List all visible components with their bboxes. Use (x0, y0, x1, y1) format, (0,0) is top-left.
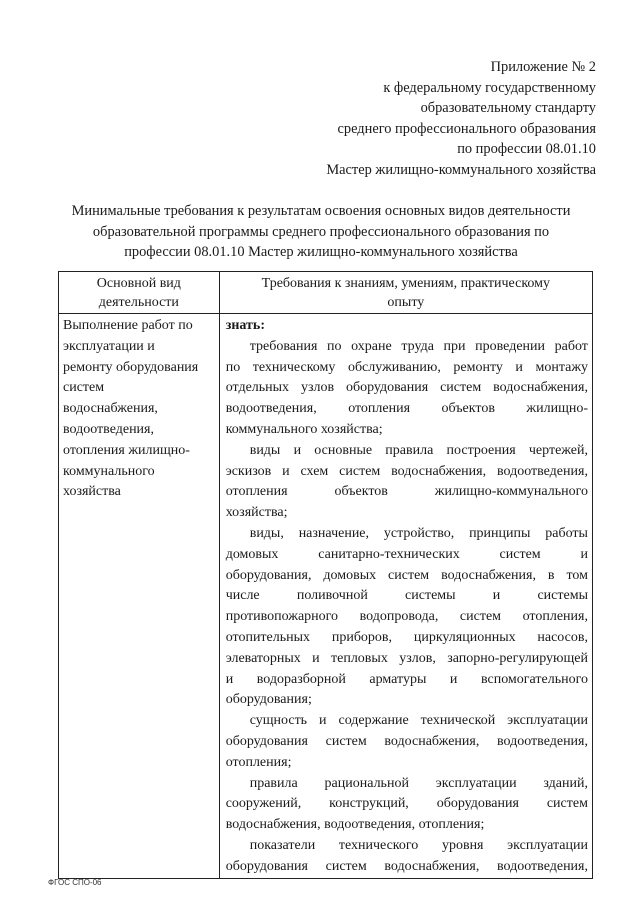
requirement-paragraph (226, 711, 588, 773)
header-line: деятельности (98, 295, 179, 310)
word: оборудования (345, 380, 429, 396)
word: водоснабжения, (493, 380, 588, 396)
word: систем (499, 546, 541, 562)
activity-cell (59, 314, 220, 879)
word: устройство, (383, 525, 455, 541)
activity-line: водоотведения, (63, 421, 154, 437)
word: схем (300, 463, 329, 479)
word: систем (339, 463, 381, 479)
footer-code: ФГОС СПО-06 (48, 878, 102, 887)
word: санитарно-технических (318, 546, 460, 562)
word: объектов (334, 484, 388, 500)
word: противопожарного (225, 609, 339, 625)
activity-line: водоснабжения, (63, 401, 158, 417)
word: правила (385, 442, 434, 458)
word: жилищно- (526, 401, 588, 417)
activity-line: ремонту оборудования (63, 359, 199, 375)
word: системы (537, 588, 588, 604)
requirements-table (58, 271, 593, 879)
word: и (282, 463, 290, 479)
word: и (449, 671, 458, 687)
word: и (492, 588, 501, 604)
word: систем (440, 380, 482, 396)
word: систем (546, 796, 588, 812)
word: системы (405, 588, 456, 604)
word: и (293, 442, 302, 458)
word: конструкций, (329, 796, 409, 812)
word: отопления (225, 484, 288, 500)
word: и (225, 671, 234, 687)
word: циркуляционных (413, 629, 516, 645)
title-line: образовательной программы среднего профессионального образования по (92, 223, 550, 240)
word: объектов (441, 401, 495, 417)
requirement-line (226, 711, 588, 732)
requirement-line (226, 794, 588, 815)
word: по (225, 359, 241, 375)
word: отопления (348, 401, 411, 417)
word: уровня (441, 837, 484, 853)
activity-line: отопления жилищно- (63, 442, 190, 458)
word: водоотведения, (497, 858, 588, 874)
word: техническому (252, 359, 336, 375)
requirement-line: хозяйства; (225, 505, 288, 521)
word: ремонту (453, 359, 503, 375)
activity-line: хозяйства (63, 484, 121, 500)
header-activity (59, 272, 220, 314)
header-line: опыту (387, 295, 425, 310)
word: показатели (249, 837, 316, 853)
requirement-line: отопления; (225, 754, 292, 770)
word: эскизов (225, 463, 272, 479)
word: правила (249, 775, 298, 791)
requirement-line (226, 774, 588, 795)
requirement-line (226, 566, 588, 587)
word: технического (338, 837, 419, 853)
word: тепловых (331, 650, 388, 666)
word: требования (249, 338, 318, 354)
requirement-line (226, 462, 588, 483)
word: домовых (323, 567, 377, 583)
word: и (319, 713, 327, 729)
requirement-paragraph (226, 441, 588, 524)
word: вспомогательного (480, 671, 588, 687)
word: водоотведения, (496, 463, 588, 479)
requirement-paragraph (226, 774, 588, 836)
word: жилищно-коммунального (434, 484, 588, 500)
word: назначение, (298, 525, 370, 541)
requirement-paragraph (226, 836, 588, 878)
annex-line: Приложение № 2 (490, 59, 596, 75)
activity-line: эксплуатации и (63, 338, 155, 354)
word: работ (554, 338, 588, 354)
word: эксплуатации (435, 775, 517, 791)
requirement-line (226, 524, 588, 545)
word: домовых (225, 546, 279, 562)
activity-line: коммунального (63, 463, 155, 479)
word: при (443, 338, 466, 354)
word: систем (325, 733, 367, 749)
word: технической (420, 713, 496, 729)
word: и (312, 650, 320, 666)
word: водоснабжения, (391, 463, 487, 479)
requirement-line: оборудования; (225, 692, 312, 708)
requirement-line (226, 628, 588, 649)
requirement-paragraph (226, 337, 588, 441)
annex-line: среднего профессионального образования (337, 120, 596, 137)
requirement-line: водоснабжения, водоотведения, отопления; (225, 817, 485, 833)
requirement-line (226, 586, 588, 607)
word: содержание (338, 713, 409, 729)
activity-line: систем (63, 380, 105, 396)
activity-line: Выполнение работ по (63, 318, 193, 333)
word: виды (249, 442, 281, 458)
requirement-line (226, 399, 588, 420)
word: принципы (469, 525, 531, 541)
word: отопления, (522, 609, 588, 625)
word: систем (325, 858, 367, 874)
word: оборудования, (225, 567, 312, 583)
word: проведении (475, 338, 546, 354)
word: приборов, (331, 629, 393, 645)
word: элеваторных (225, 650, 301, 666)
word: поливочной (296, 588, 368, 604)
word: арматуры (369, 671, 427, 687)
word: отопительных (225, 629, 311, 645)
word: эксплуатации (507, 837, 588, 853)
requirement-line (226, 670, 588, 691)
annex-line: образовательному стандарту (420, 100, 596, 116)
word: и (515, 359, 523, 375)
requirement-line: коммунального хозяйства; (225, 421, 383, 437)
word: водоснабжения, (441, 567, 536, 583)
word: водоснабжения, (384, 858, 480, 874)
table-header-row (59, 272, 593, 314)
word: монтажу (535, 359, 588, 375)
word: числе (225, 588, 260, 604)
word: сооружений, (225, 796, 302, 812)
word: том (566, 567, 588, 583)
word: охране (351, 338, 392, 354)
requirements-paragraphs (226, 337, 588, 878)
word: зданий, (543, 775, 588, 791)
word: отдельных (225, 380, 290, 396)
word: оборудования (436, 796, 519, 812)
requirement-line (226, 482, 588, 503)
word: работы (545, 525, 588, 541)
word: построения (446, 442, 516, 458)
annex-block (326, 57, 596, 180)
word: систем (388, 567, 430, 583)
table-row (59, 314, 593, 879)
word: узлов (300, 380, 335, 396)
annex-line: к федеральному государственному (383, 79, 596, 96)
header-line: Основной вид (96, 276, 181, 291)
requirement-line (226, 378, 588, 399)
requirement-paragraph (226, 524, 588, 711)
word: запорно-регулирующей (447, 650, 588, 666)
requirement-line (226, 857, 588, 878)
word: и (580, 546, 588, 562)
word: обслуживанию, (347, 359, 441, 375)
word: чертежей, (528, 442, 588, 458)
word: сущность (249, 713, 308, 729)
requirements-cell (219, 314, 592, 879)
word: водоснабжения, (384, 733, 480, 749)
word: по (327, 338, 342, 354)
word: эксплуатации (507, 713, 588, 729)
word: водоотведения, (497, 733, 588, 749)
requirement-line (226, 607, 588, 628)
word: водоразборной (256, 671, 346, 687)
title-line: Минимальные требования к результатам освоения основных видов деятельности (71, 203, 571, 219)
word: насосов, (537, 629, 588, 645)
requirement-line (226, 337, 588, 358)
title-line: профессии 08.01.10 Мастер жилищно-коммунального хозяйства (124, 244, 518, 260)
header-requirements (219, 272, 592, 314)
word: основные (314, 442, 373, 458)
document-title (48, 201, 594, 263)
word: труда (401, 338, 434, 354)
requirement-line (226, 732, 588, 753)
word: оборудования (225, 858, 308, 874)
requirement-line (226, 649, 588, 670)
word: оборудования (225, 733, 308, 749)
word: систем (459, 609, 502, 625)
word: виды, (249, 525, 284, 541)
annex-line: по профессии 08.01.10 (457, 141, 596, 157)
requirement-line (226, 836, 588, 857)
header-line: Требования к знаниям, умениям, практическому (261, 276, 551, 291)
word: узлов, (399, 650, 436, 666)
know-label: знать: (225, 318, 265, 333)
requirement-line (226, 441, 588, 462)
requirement-line (226, 358, 588, 379)
word: рациональной (324, 775, 409, 791)
word: водопровода, (359, 609, 439, 625)
word: в (547, 567, 555, 583)
requirement-line (226, 545, 588, 566)
word: водоотведения, (225, 401, 317, 417)
annex-line: Мастер жилищно-коммунального хозяйства (326, 161, 596, 178)
